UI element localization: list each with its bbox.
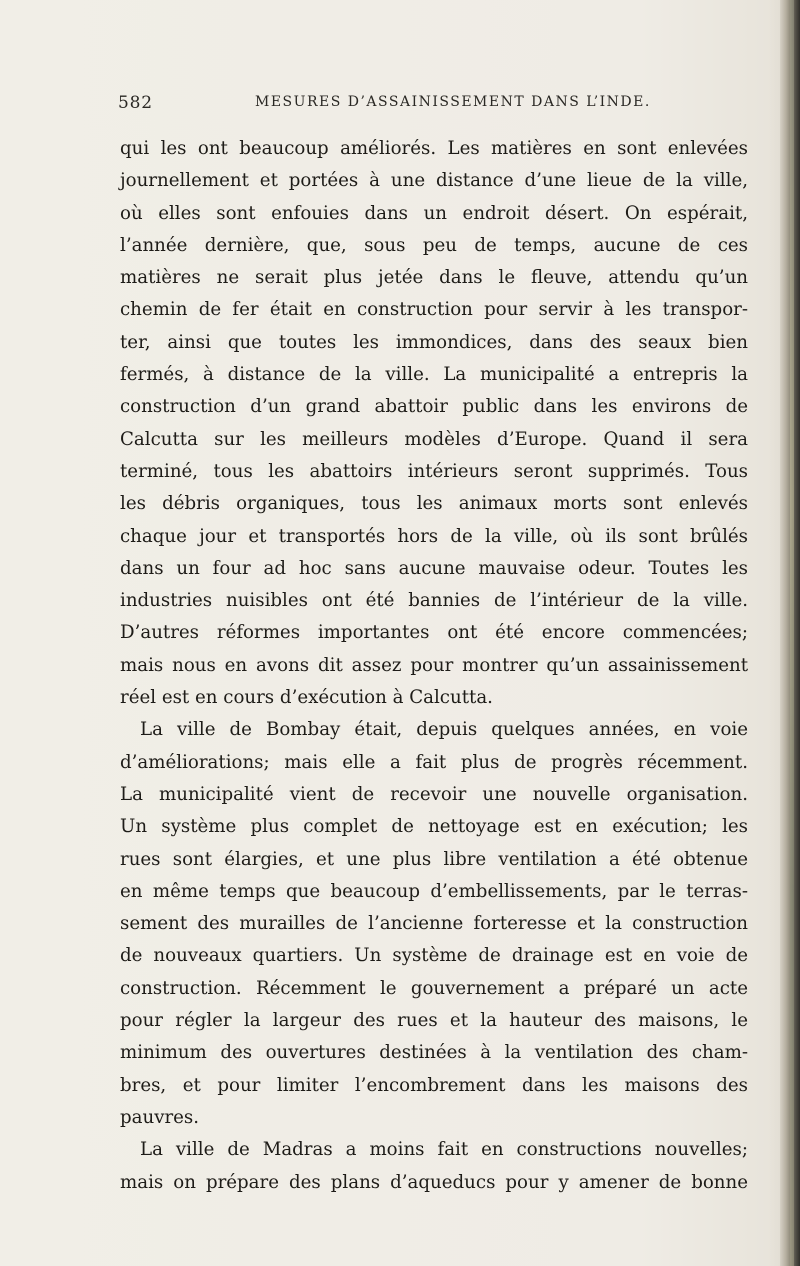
text-line: chaque jour et transportés hors de la ville, où ils sont brûlés (120, 525, 748, 547)
text-line: journellement et portées à une distance d’une lieue de la ville, (120, 170, 748, 192)
text-line: dans un four ad hoc sans aucune mauvaise odeur. Toutes les (120, 557, 748, 579)
text-line: en même temps que beaucoup d’embellissements, par le terras- (120, 880, 748, 902)
page-number: 582 (118, 93, 153, 113)
text-line: industries nuisibles ont été bannies de l’intérieur de la ville. (120, 590, 748, 612)
text-line: chemin de fer était en construction pour servir à les transpor- (120, 299, 748, 321)
paragraph-end-line: pauvres. (120, 1106, 200, 1128)
text-line: fermés, à distance de la ville. La municipalité a entrepris la (120, 364, 748, 386)
running-head (118, 93, 738, 115)
text-line: d’améliorations; mais elle a fait plus de progrès récemment. (120, 751, 748, 773)
text-line: sement des murailles de l’ancienne forteresse et la construction (120, 913, 748, 935)
text-line: minimum des ouvertures destinées à la ventilation des cham- (120, 1042, 748, 1064)
text-line: D’autres réformes importantes ont été encore commencées; (120, 622, 748, 644)
text-line: mais on prépare des plans d’aqueducs pour y amener de bonne (120, 1171, 748, 1193)
text-line: construction. Récemment le gouvernement a préparé un acte (120, 977, 748, 999)
running-title: MESURES D’ASSAINISSEMENT DANS L’INDE. (255, 94, 651, 110)
text-line: construction d’un grand abattoir public dans les environs de (120, 396, 748, 418)
text-line: Un système plus complet de nettoyage est en exécution; les (120, 816, 748, 838)
text-line: de nouveaux quartiers. Un système de drainage est en voie de (120, 945, 748, 967)
text-line: La municipalité vient de recevoir une nouvelle organisation. (120, 783, 748, 805)
paragraph-end-line: réel est en cours d’exécution à Calcutta. (120, 687, 493, 709)
body-text (120, 133, 748, 1199)
text-line: ter, ainsi que toutes les immondices, dans des seaux bien (120, 331, 748, 353)
text-line: terminé, tous les abattoirs intérieurs seront supprimés. Tous (120, 460, 748, 482)
text-line: mais nous en avons dit assez pour montrer qu’un assainissement (120, 654, 748, 676)
text-line: Calcutta sur les meilleurs modèles d’Europe. Quand il sera (120, 428, 748, 450)
text-line: l’année dernière, que, sous peu de temps, aucune de ces (120, 234, 748, 256)
paragraph-start-line: La ville de Madras a moins fait en constructions nouvelles; (140, 1139, 748, 1161)
text-line: qui les ont beaucoup améliorés. Les matières en sont enlevées (120, 138, 748, 159)
text-line: où elles sont enfouies dans un endroit désert. On espérait, (120, 202, 748, 224)
text-line: rues sont élargies, et une plus libre ventilation a été obtenue (120, 848, 748, 870)
text-line: les débris organiques, tous les animaux morts sont enlevés (120, 493, 748, 515)
binding-tape (790, 0, 794, 1266)
text-line: bres, et pour limiter l’encombrement dans les maisons des (120, 1074, 748, 1096)
text-line: pour régler la largeur des rues et la hauteur des maisons, le (120, 1010, 748, 1032)
paragraph-start-line: La ville de Bombay était, depuis quelques années, en voie (140, 719, 748, 741)
text-line: matières ne serait plus jetée dans le fleuve, attendu qu’un (120, 267, 748, 289)
